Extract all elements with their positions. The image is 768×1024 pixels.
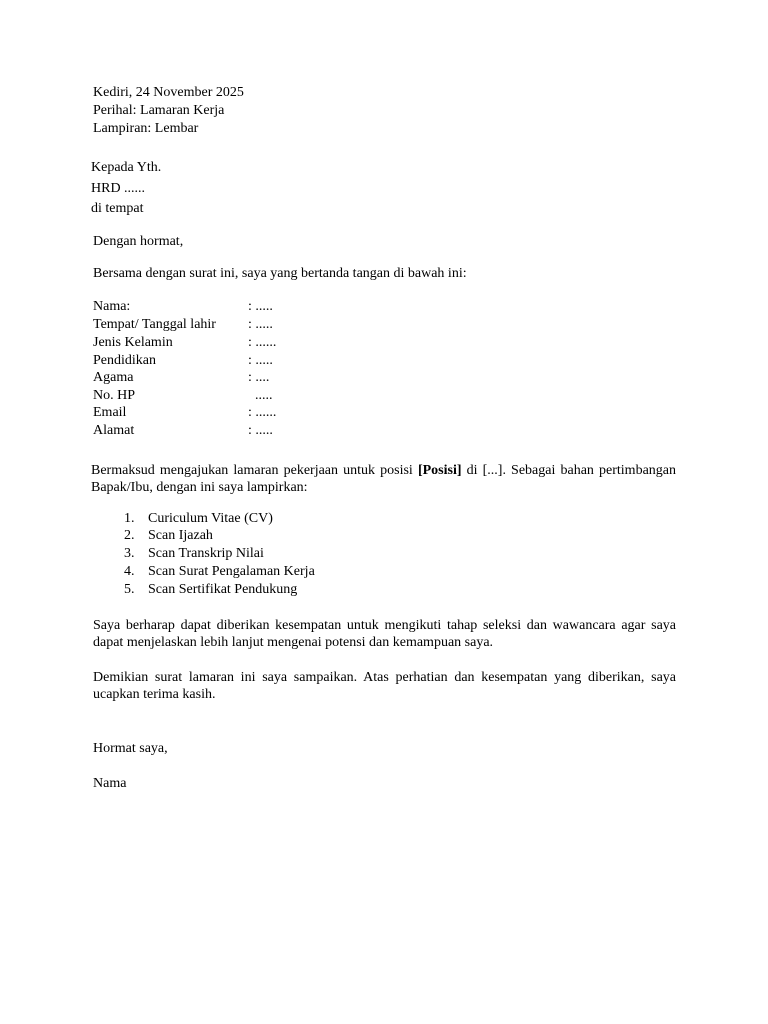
field-row-religion xyxy=(93,369,393,387)
purpose-paragraph xyxy=(91,462,676,496)
field-label: Pendidikan xyxy=(93,353,156,368)
list-item xyxy=(124,563,315,581)
field-value: : ...... xyxy=(248,335,277,350)
field-row-phone xyxy=(93,387,393,405)
field-row-name xyxy=(93,298,393,316)
field-row-gender xyxy=(93,334,393,352)
purpose-text-1: Bermaksud mengajukan lamaran pekerjaan untuk posisi xyxy=(91,463,418,478)
field-row-birth xyxy=(93,316,393,334)
list-number: 5. xyxy=(124,582,135,597)
list-text: Scan Surat Pengalaman Kerja xyxy=(148,564,315,579)
list-item xyxy=(124,581,297,599)
list-item xyxy=(124,545,264,563)
list-text: Scan Sertifikat Pendukung xyxy=(148,582,298,597)
list-number: 2. xyxy=(124,528,135,543)
recipient-line-1: Kepada Yth. xyxy=(91,160,162,175)
list-text: Scan Ijazah xyxy=(148,528,213,543)
position-placeholder: [Posisi] xyxy=(417,463,462,478)
list-text: Scan Transkrip Nilai xyxy=(148,546,264,561)
greeting: Dengan hormat, xyxy=(93,234,184,249)
list-number: 1. xyxy=(124,511,135,526)
list-text: Curiculum Vitae (CV) xyxy=(148,511,273,526)
field-label: No. HP xyxy=(93,388,136,403)
field-value: : .... xyxy=(248,370,270,385)
field-value: : ..... xyxy=(248,423,273,438)
purpose-text-2: di [...]. Sebagai bahan pertimbangan Bapak/Ibu, dengan ini saya lampirkan: xyxy=(91,463,676,495)
letter-subject: Perihal: Lamaran Kerja xyxy=(93,103,225,118)
field-label: Nama: xyxy=(93,299,131,314)
signature-name: Nama xyxy=(93,776,127,791)
list-number: 4. xyxy=(124,564,135,579)
closing-paragraph: Demikian surat lamaran ini saya sampaikan. Atas perhatian dan kesempatan yang diberikan, saya ucapkan terima kasih. xyxy=(93,670,676,702)
list-item xyxy=(124,527,213,545)
field-label: Alamat xyxy=(93,423,135,438)
list-item xyxy=(124,510,273,528)
field-value: : ...... xyxy=(248,405,277,420)
recipient-line-3: di tempat xyxy=(91,201,144,216)
recipient-line-2: HRD ...... xyxy=(91,181,146,196)
field-value: : ..... xyxy=(248,299,273,314)
field-label: Jenis Kelamin xyxy=(93,335,173,350)
field-row-email xyxy=(93,404,393,422)
field-label: Agama xyxy=(93,370,134,385)
field-label: Email xyxy=(93,405,127,420)
field-row-address xyxy=(93,422,393,440)
letter-place-date: Kediri, 24 November 2025 xyxy=(93,85,244,100)
letter-attachment-note: Lampiran: Lembar xyxy=(93,121,199,136)
intro-text: Bersama dengan surat ini, saya yang bertanda tangan di bawah ini: xyxy=(93,266,467,281)
field-value: : ..... xyxy=(248,317,273,332)
field-row-education xyxy=(93,352,393,370)
signoff: Hormat saya, xyxy=(93,741,168,756)
field-value: : ..... xyxy=(248,353,273,368)
list-number: 3. xyxy=(124,546,135,561)
field-label: Tempat/ Tanggal lahir xyxy=(93,317,216,332)
hope-paragraph: Saya berharap dapat diberikan kesempatan untuk mengikuti tahap seleksi dan wawancara agar saya dapat menjelaskan lebih lanjut mengenai potensi dan kemampuan saya. xyxy=(93,618,676,650)
field-value: ..... xyxy=(248,388,273,403)
